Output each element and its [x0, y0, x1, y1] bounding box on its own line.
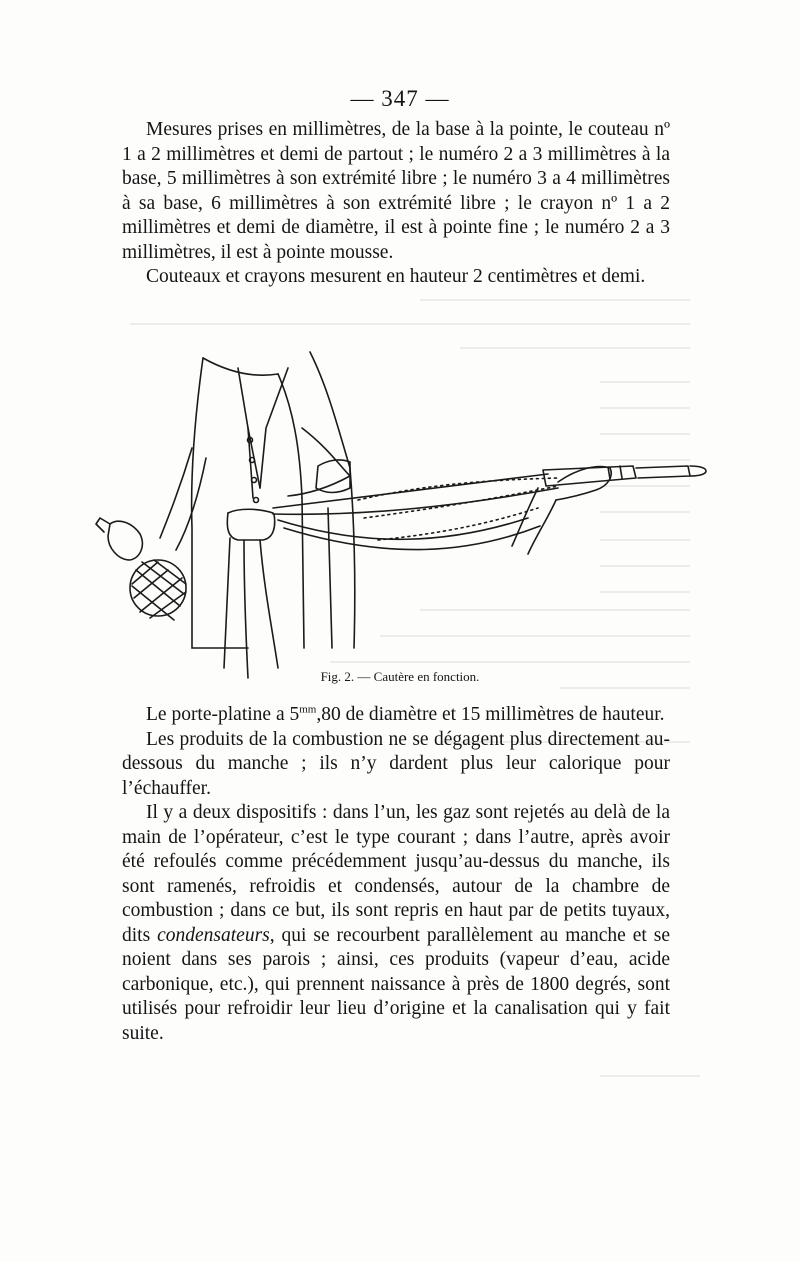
figure-cautery — [88, 348, 718, 688]
dispositifs-italic-term: condensateurs — [157, 924, 270, 946]
platine-unit-superscript: mm — [299, 703, 317, 716]
platine-text-after: ,80 de diamètre et 15 millimètres de hauteur. — [316, 704, 665, 725]
platine-text-before: Le porte-platine a 5 — [146, 704, 300, 725]
paragraph-dispositifs — [122, 801, 670, 1046]
top-text-block — [122, 118, 670, 290]
dispositifs-text-before: Il y a deux dispositifs : dans l’un, les gaz sont rejetés au delà de la main de l’opérateur, c’est le type courant ; dans l’autre, après avoir été refoulés comme précédemment jusqu’au-dessus du manche, ils sont ramenés, refroidis et condensés, autour de la chambre de combustion ; dans ce but, ils sont repris en haut par de petits tuyaux, dits — [122, 802, 670, 946]
cautery-illustration-icon — [88, 348, 718, 688]
page-number: — 347 — — [350, 86, 450, 111]
paragraph-combustion: Les produits de la combustion ne se dégagent plus directement au-dessous du manche ; ils n’y dardent plus leur calorique pour l’échauffer. — [122, 728, 670, 799]
paragraph-platine — [122, 703, 670, 728]
figure-caption: Fig. 2. — Cautère en fonction. — [320, 669, 480, 684]
paragraph-heights: Couteaux et crayons mesurent en hauteur 2 centimètres et demi. — [146, 266, 646, 287]
bottom-text-block — [122, 703, 670, 1046]
dispositifs-text-after: , qui se recourbent parallèlement au manche et se noient dans ses parois ; ainsi, ces produits (vapeur d’eau, acide carbonique, etc.), qui prennent naissance à près de 1800 degrés, sont utilisés pour refroidir leur lieu d’origine et la canalisation qui y fait suite. — [122, 924, 670, 1044]
paragraph-measures: Mesures prises en millimètres, de la base à la pointe, le couteau nº 1 a 2 millimètres et demi de partout ; le numéro 2 a 3 millimètres à la base, 5 millimètres à son extrémité libre ; le numéro 3 a 4 millimètres à sa base, 6 millimètres à son extrémité libre ; le crayon nº 1 a 2 millimètres et demi de diamètre, il est à pointe fine ; le numéro 2 a 3 millimètres, il est à pointe mousse. — [122, 119, 670, 263]
